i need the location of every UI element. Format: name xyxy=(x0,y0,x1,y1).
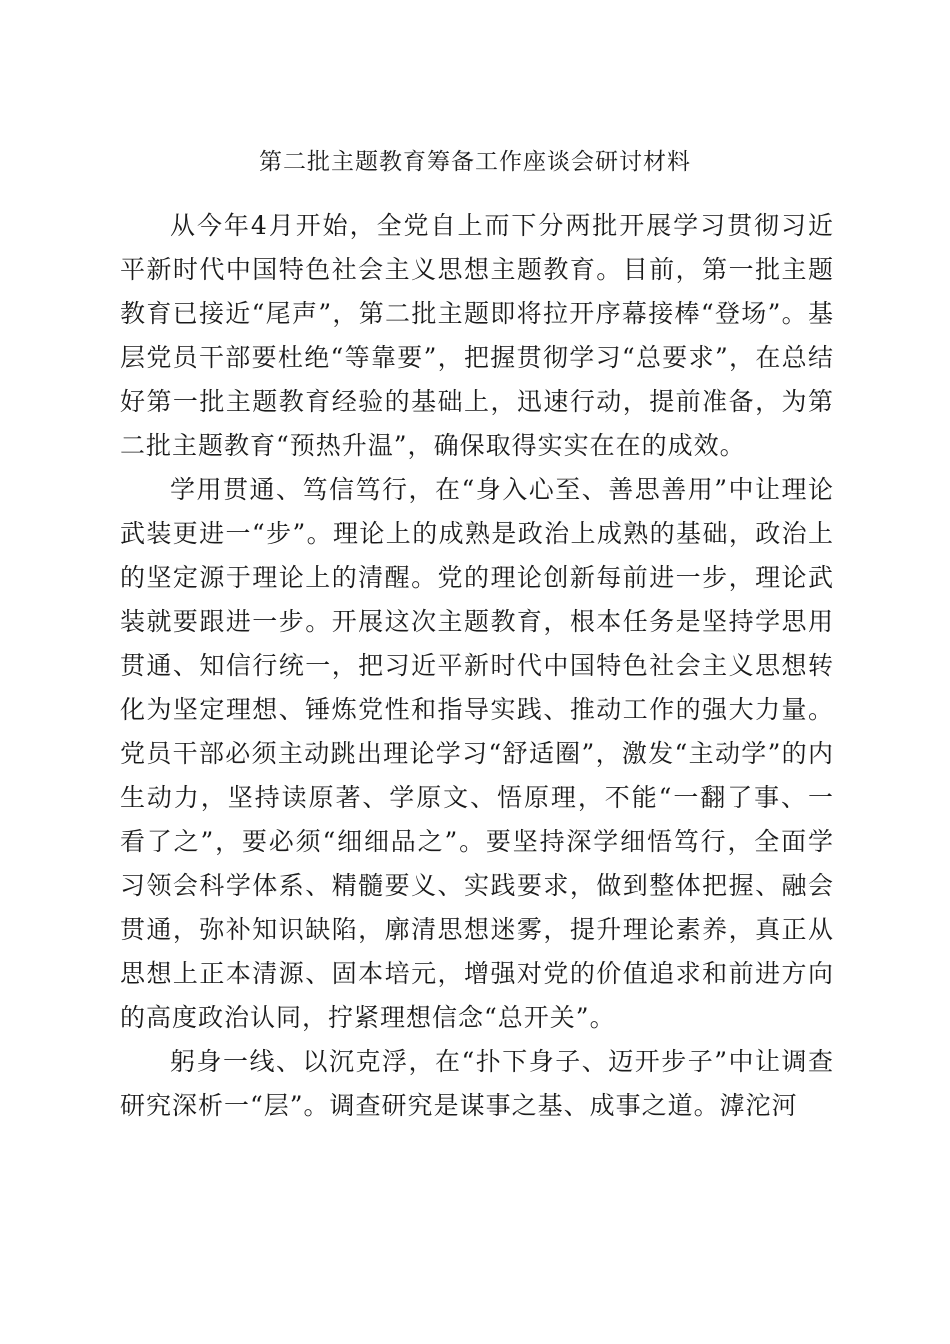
paragraph-theory: 学用贯通、笃信笃行，在“身入心至、善思善用”中让理论武装更进一“步”。理论上的成熟是政治上成熟的基础，政治上的坚定源于理论上的清醒。党的理论创新每前进一步，理论武装就要跟进一步。开展这次主题教育，根本任务是坚持学思用贯通、知信行统一，把习近平新时代中国特色社会主义思想转化为坚定理想、锤炼党性和指导实践、推动工作的强大力量。党员干部必须主动跳出理论学习“舒适圈”，激发“主动学”的内生动力，坚持读原著、学原文、悟原理，不能“一翻了事、一看了之”，要必须“细细品之”。要坚持深学细悟笃行，全面学习领会科学体系、精髓要义、实践要求，做到整体把握、融会贯通，弥补知识缺陷，廓清思想迷雾，提升理论素养，真正从思想上正本清源、固本培元，增强对党的价值追求和前进方向的高度政治认同，拧紧理想信念“总开关”。 xyxy=(120,475,834,1032)
paragraph-research: 躬身一线、以沉克浮，在“扑下身子、迈开步子”中让调查研究深析一“层”。调查研究是谋事之基、成事之道。滹沱河 xyxy=(120,1047,834,1120)
paragraph-intro: 从今年4月开始，全党自上而下分两批开展学习贯彻习近平新时代中国特色社会主义思想主题教育。目前，第一批主题教育已接近“尾声”，第二批主题即将拉开序幕接棒“登场”。基层党员干部要杜绝“等靠要”，把握贯彻学习“总要求”，在总结好第一批主题教育经验的基础上，迅速行动，提前准备，为第二批主题教育“预热升温”，确保取得实实在在的成效。 xyxy=(120,211,834,460)
document-body xyxy=(120,204,834,1128)
document-title: 第二批主题教育筹备工作座谈会研讨材料 xyxy=(259,149,691,175)
